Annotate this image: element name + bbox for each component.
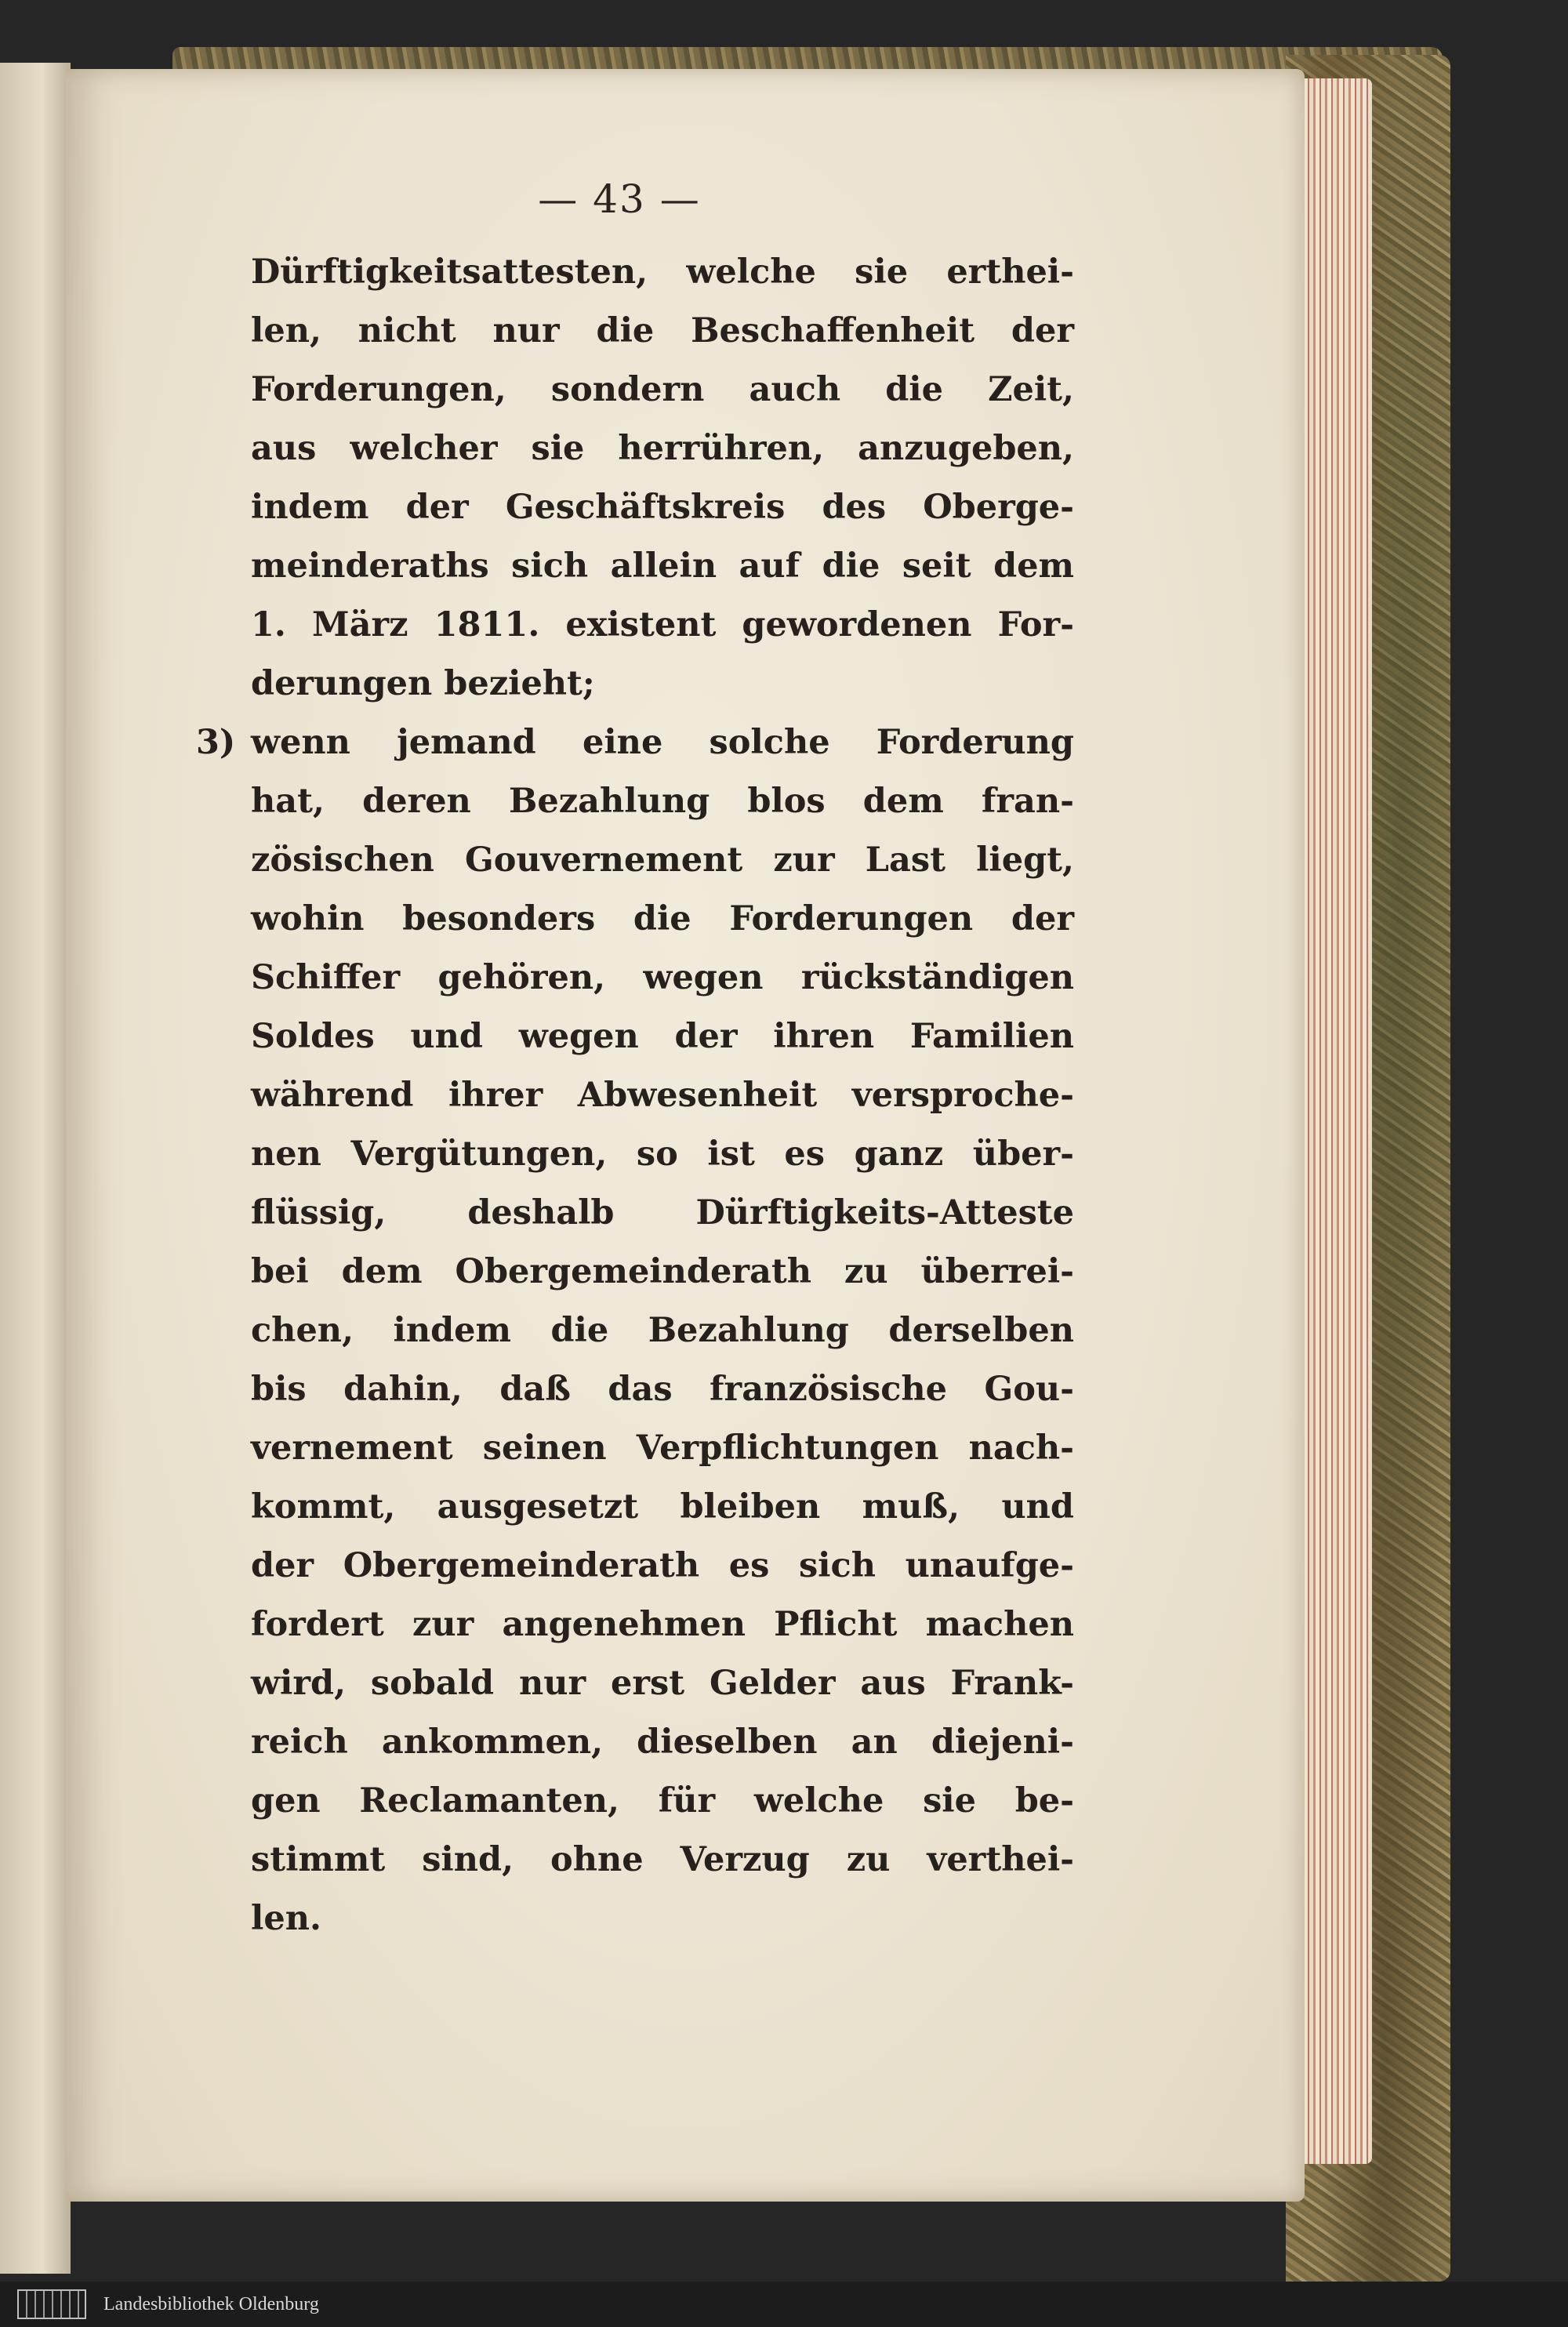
text-line: chen, indem die Bezahlung derselben (251, 1311, 1074, 1350)
text-line: Schiffer gehören, wegen rückständigen (251, 958, 1074, 997)
text-line: stimmt sind, ohne Verzug zu verthei- (251, 1840, 1074, 1879)
text-line: meinderaths sich allein auf die seit dem (251, 546, 1074, 586)
text-line: indem der Geschäftskreis des Oberge- (251, 488, 1074, 527)
text-line: fordert zur angenehmen Pflicht machen (251, 1605, 1074, 1644)
text-line: derungen bezieht; (251, 664, 595, 703)
text-line: nen Vergütungen, so ist es ganz über- (251, 1134, 1074, 1174)
page-number: — 43 — (538, 176, 701, 222)
text-line: bei dem Obergemeinderath zu überrei- (251, 1252, 1074, 1291)
text-line: Dürftigkeitsattesten, welche sie erthei- (251, 252, 1074, 292)
library-name: Landesbibliothek Oldenburg (103, 2294, 319, 2314)
text-line: wird, sobald nur erst Gelder aus Frank- (251, 1664, 1074, 1703)
text-line: Soldes und wegen der ihren Familien (251, 1017, 1074, 1056)
text-line: len, nicht nur die Beschaffenheit der (251, 311, 1074, 350)
text-line: flüssig, deshalb Dürftigkeits-Atteste (251, 1193, 1074, 1232)
text-line: wenn jemand eine solche Forderung (251, 723, 1074, 762)
text-line: aus welcher sie herrühren, anzugeben, (251, 429, 1074, 468)
text-line: 1. März 1811. existent gewordenen For- (251, 605, 1074, 644)
left-page-edge (0, 63, 71, 2274)
text-line: zösischen Gouvernement zur Last liegt, (251, 840, 1074, 880)
text-line: len. (251, 1899, 321, 1938)
text-line: während ihrer Abwesenheit versproche- (251, 1076, 1074, 1115)
library-building-icon (17, 2289, 86, 2319)
page-text (196, 243, 1074, 1948)
text-line: kommt, ausgesetzt bleiben muß, und (251, 1487, 1074, 1527)
text-line: hat, deren Bezahlung blos dem fran- (251, 782, 1074, 821)
text-line: vernement seinen Verpflichtungen nach- (251, 1429, 1074, 1468)
text-line: wohin besonders die Forderungen der (251, 899, 1074, 938)
text-line: bis dahin, daß das französische Gou- (251, 1370, 1074, 1409)
text-line: gen Reclamanten, für welche sie be- (251, 1781, 1074, 1821)
text-line: Forderungen, sondern auch die Zeit, (251, 370, 1074, 409)
text-line: reich ankommen, dieselben an diejeni- (251, 1723, 1074, 1762)
text-line: der Obergemeinderath es sich unaufge- (251, 1546, 1074, 1585)
library-footer (0, 2282, 1568, 2327)
list-item-3 (196, 713, 1074, 772)
list-item-marker: 3) (196, 723, 236, 762)
